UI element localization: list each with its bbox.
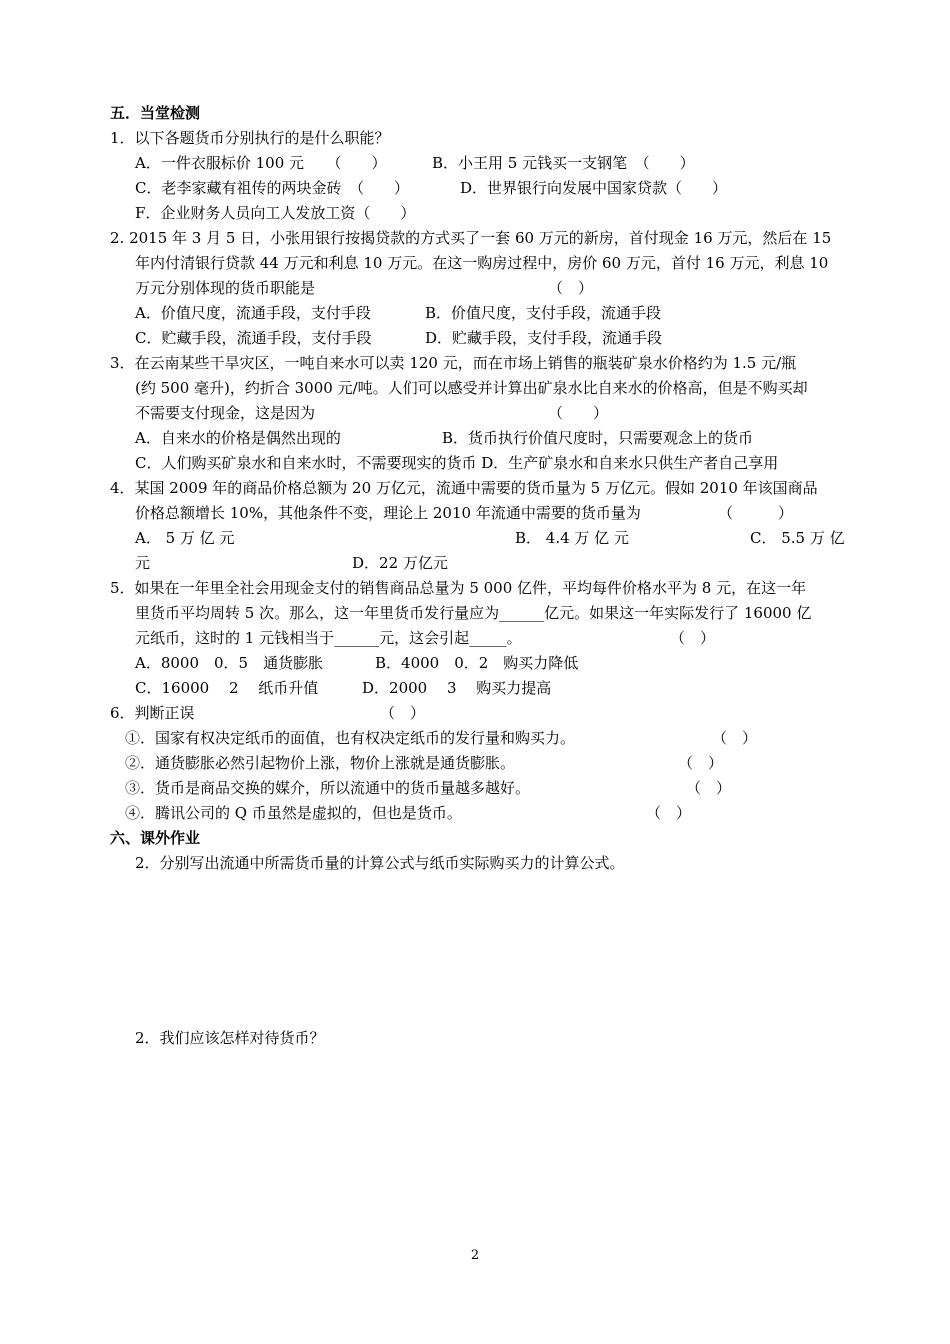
q2-option-b: B．价值尺度，支付手段，流通手段 [425, 304, 662, 322]
q3-line2: (约 500 毫升)，约折合 3000 元/吨。人们可以感受并计算出矿泉水比自来水的价格高，但是不购买却 [135, 379, 808, 397]
q6-item: ①．国家有权决定纸币的面值，也有权决定纸币的发行量和购买力。 [125, 729, 576, 747]
q6-item: ②．通货膨胀必然引起物价上涨，物价上涨就是通货膨胀。 [125, 754, 516, 772]
q5-answer-paren: （ ） [670, 629, 716, 647]
q3-line3: 不需要支付现金，这是因为 [135, 404, 316, 422]
homework-item-2: 2．我们应该怎样对待货币？ [135, 1029, 325, 1047]
q4-option-d: D．22 万亿元 [352, 554, 448, 572]
q5-option-a: A．8000 0．5 通货膨胀 [135, 654, 324, 672]
q2-option-c: C．贮藏手段，流通手段，支付手段 [135, 329, 372, 347]
q5-option-d: D．2000 3 购买力提高 [362, 679, 552, 697]
section6-title: 六、课外作业 [110, 829, 201, 847]
q4-option-b: B． 4.4 万 亿 元 [515, 529, 629, 547]
q6-item-paren: （ ） [646, 804, 692, 822]
q6-item-paren: （ ） [678, 754, 724, 772]
q6-item-paren: （ ） [712, 729, 758, 747]
q5-line3: 元纸币，这时的 1 元钱相当于______元，这会引起_____。 [135, 629, 522, 647]
q6-item-paren: （ ） [686, 779, 732, 797]
q4-option-c: C． 5.5 万 亿 [750, 529, 845, 547]
q1-stem: 1．以下各题货币分别执行的是什么职能？ [110, 129, 390, 147]
q2-line1: 2. 2015 年 3 月 5 日，小张用银行按揭贷款的方式买了一套 60 万元的新房，首付现金 16 万元，然后在 15 [110, 229, 832, 247]
q3-option-cd: C．人们购买矿泉水和自来水时，不需要现实的货币 D．生产矿泉水和自来水只供生产者自己享用 [135, 454, 779, 472]
q6-item: ③．货币是商品交换的媒介，所以流通中的货币量越多越好。 [125, 779, 531, 797]
q4-option-a: A． 5 万 亿 元 [135, 529, 235, 547]
homework-item-1: 2．分别写出流通中所需货币量的计算公式与纸币实际购买力的计算公式。 [135, 854, 625, 872]
q1-option-a: A．一件衣服标价 100 元 （ ） [135, 154, 387, 172]
q2-option-a: A．价值尺度，流通手段，支付手段 [135, 304, 371, 322]
q1-option-d: D．世界银行向发展中国家贷款（ ） [460, 179, 728, 197]
q3-line1: 3．在云南某些干旱灾区，一吨自来水可以卖 120 元，而在市场上销售的瓶装矿泉水价格约为 1.5 元/瓶 [110, 354, 797, 372]
q3-option-b: B．货币执行价值尺度时，只需要观念上的货币 [442, 429, 754, 447]
q2-line3: 万元分别体现的货币职能是 [135, 279, 316, 297]
q1-option-c: C．老李家藏有祖传的两块金砖 （ ） [135, 179, 409, 197]
q6-answer-paren: （ ） [380, 704, 426, 722]
q4-line1: 4．某国 2009 年的商品价格总额为 20 万亿元，流通中需要的货币量为 5 万亿元。假如 2010 年该国商品 [110, 479, 818, 497]
q1-option-f: F．企业财务人员向工人发放工资（ ） [135, 204, 416, 222]
q1-option-b: B．小王用 5 元钱买一支钢笔 （ ） [432, 154, 695, 172]
q4-line2: 价格总额增长 10%，其他条件不变，理论上 2010 年流通中需要的货币量为 [135, 504, 641, 522]
q2-option-d: D．贮藏手段，支付手段，流通手段 [425, 329, 663, 347]
q6-stem: 6．判断正误 [110, 704, 195, 722]
q4-answer-paren: （ ） [718, 504, 794, 522]
q5-option-c: C．16000 2 纸币升值 [135, 679, 319, 697]
q2-line2: 年内付清银行贷款 44 万元和利息 10 万元。在这一购房过程中，房价 60 万元，首付 16 万元，利息 10 [135, 254, 829, 272]
q3-answer-paren: （ ） [548, 404, 609, 422]
section5-title: 五．当堂检测 [110, 104, 201, 122]
q5-line1: 5．如果在一年里全社会用现金支付的销售商品总量为 5 000 亿件，平均每件价格水平为 8 元，在这一年 [110, 579, 807, 597]
q5-line2: 里货币平均周转 5 次。那么，这一年里货币发行量应为______亿元。如果这一年实际发行了 16000 亿 [135, 604, 812, 622]
q3-option-a: A．自来水的价格是偶然出现的 [135, 429, 341, 447]
q6-item: ④．腾讯公司的 Q 币虽然是虚拟的，但也是货币。 [125, 804, 462, 822]
q2-answer-paren: （ ） [548, 279, 594, 297]
q5-option-b: B．4000 0．2 购买力降低 [375, 654, 579, 672]
page-number: 2 [470, 1248, 480, 1263]
q4-option-c-cont: 元 [135, 554, 151, 572]
